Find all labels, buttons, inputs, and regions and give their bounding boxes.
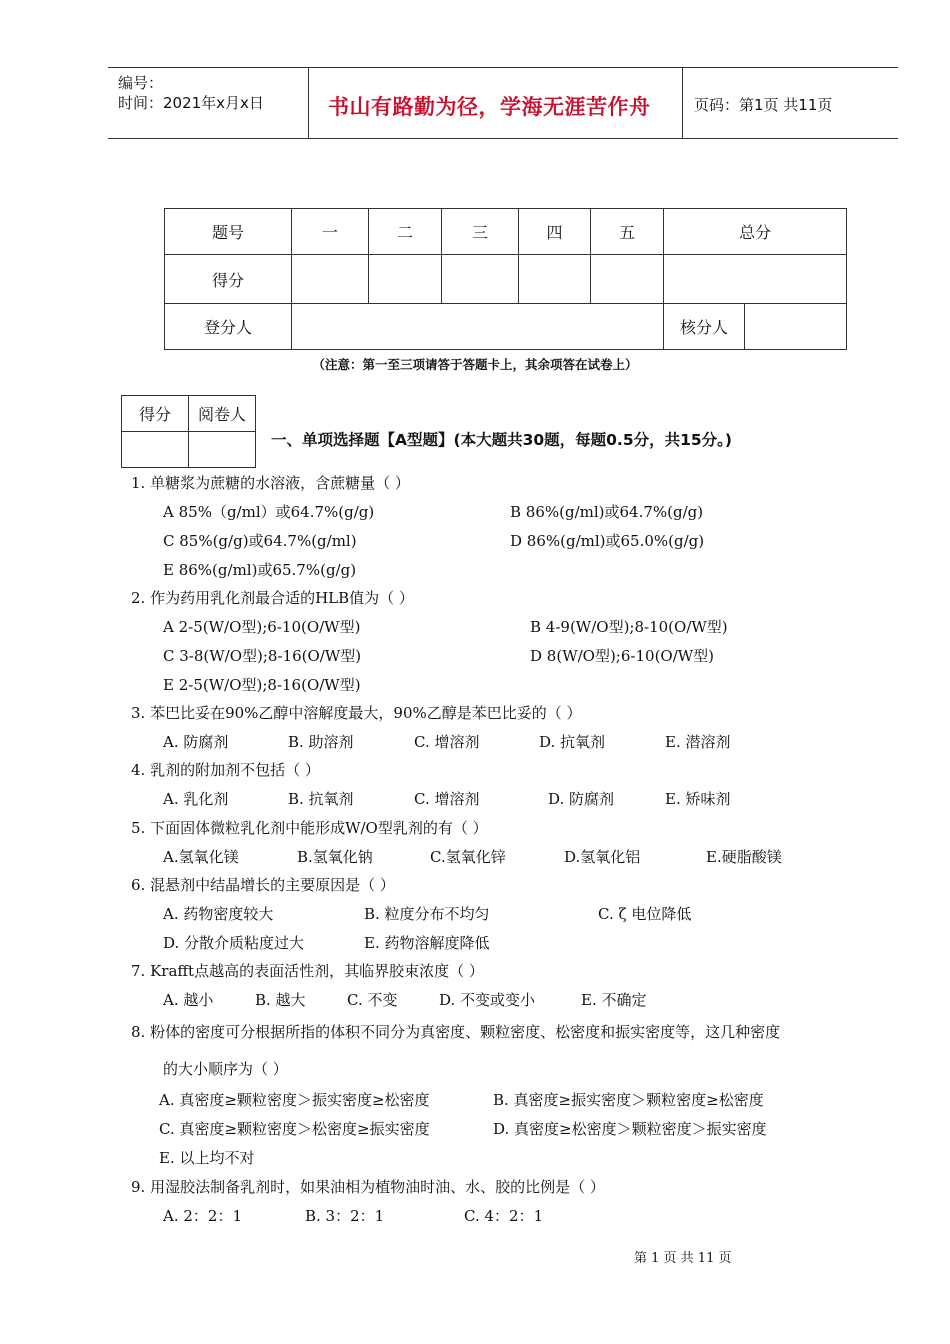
question-3-option-a: A. 防腐剂 bbox=[163, 733, 229, 751]
question-7-option-c: C. 不变 bbox=[347, 991, 398, 1009]
question-5-option-b: B.氢氧化钠 bbox=[297, 848, 373, 866]
score-cell[interactable] bbox=[292, 255, 369, 304]
question-3-option-d: D. 抗氧剂 bbox=[539, 733, 606, 751]
header-motto-cell bbox=[308, 68, 683, 138]
score-header-row bbox=[165, 209, 847, 255]
question-8-option-e: E. 以上均不对 bbox=[159, 1149, 255, 1167]
question-1-option-c: C 85%(g/g)或64.7%(g/ml) bbox=[163, 532, 357, 550]
question-2-option-a: A 2-5(W/O型);6-10(O/W型) bbox=[163, 618, 361, 636]
score-cell[interactable] bbox=[519, 255, 591, 304]
col-total: 总分 bbox=[664, 209, 847, 255]
recorder-cell[interactable] bbox=[292, 304, 664, 350]
question-5-option-c: C.氢氧化锌 bbox=[430, 848, 506, 866]
question-6-stem: 6. 混悬剂中结晶增长的主要原因是（ ） bbox=[131, 876, 395, 894]
question-7-option-b: B. 越大 bbox=[255, 991, 306, 1009]
grader-score-cell[interactable] bbox=[122, 432, 189, 468]
row-head-score: 得分 bbox=[165, 255, 292, 304]
col-one: 一 bbox=[292, 209, 369, 255]
question-6-option-d: D. 分散介质粘度过大 bbox=[163, 934, 305, 952]
question-9-stem: 9. 用湿胶法制备乳剂时，如果油相为植物油时油、水、胶的比例是（ ） bbox=[131, 1178, 605, 1196]
checker-cell[interactable] bbox=[745, 304, 847, 350]
answer-note: （注意：第一至三项请答于答题卡上，其余项答在试卷上） bbox=[312, 357, 638, 372]
row-head-question-no: 题号 bbox=[165, 209, 292, 255]
question-6-option-a: A. 药物密度较大 bbox=[163, 905, 274, 923]
question-7-option-e: E. 不确定 bbox=[581, 991, 647, 1009]
col-two: 二 bbox=[369, 209, 442, 255]
question-3-option-b: B. 助溶剂 bbox=[288, 733, 354, 751]
question-5-stem: 5. 下面固体微粒乳化剂中能形成W/O型乳剂的有（ ） bbox=[131, 819, 488, 837]
col-five: 五 bbox=[591, 209, 664, 255]
question-1-option-e: E 86%(g/ml)或65.7%(g/g) bbox=[163, 561, 357, 579]
question-8-stem-cont: 的大小顺序为（ ） bbox=[163, 1060, 288, 1078]
code-label: 编号： bbox=[118, 74, 164, 92]
page-footer: 第 1 页 共 11 页 bbox=[634, 1251, 732, 1266]
question-7-stem: 7. Krafft点越高的表面活性剂，其临界胶束浓度（ ） bbox=[131, 962, 484, 980]
question-1-stem: 1. 单糖浆为蔗糖的水溶液，含蔗糖量（ ） bbox=[131, 474, 410, 492]
question-4-option-e: E. 矫味剂 bbox=[665, 790, 731, 808]
score-total-cell[interactable] bbox=[664, 255, 847, 304]
question-8-option-a: A. 真密度≥颗粒密度＞振实密度≥松密度 bbox=[159, 1091, 430, 1109]
motto: 书山有路勤为径，学海无涯苦作舟 bbox=[328, 95, 651, 119]
question-6-option-b: B. 粒度分布不均匀 bbox=[364, 905, 490, 923]
row-head-recorder: 登分人 bbox=[165, 304, 292, 350]
question-3-option-e: E. 潜溶剂 bbox=[665, 733, 731, 751]
question-4-option-c: C. 增溶剂 bbox=[414, 790, 480, 808]
question-8-option-d: D. 真密度≥松密度＞颗粒密度＞振实密度 bbox=[493, 1120, 767, 1138]
grader-table bbox=[121, 395, 256, 468]
question-9-option-a: A. 2：2：1 bbox=[163, 1207, 242, 1225]
question-7-option-d: D. 不变或变小 bbox=[439, 991, 536, 1009]
question-6-option-e: E. 药物溶解度降低 bbox=[364, 934, 490, 952]
col-four: 四 bbox=[519, 209, 591, 255]
question-8-option-c: C. 真密度≥颗粒密度＞松密度≥振实密度 bbox=[159, 1120, 430, 1138]
question-5-option-a: A.氢氧化镁 bbox=[163, 848, 239, 866]
question-9-option-b: B. 3：2：1 bbox=[305, 1207, 385, 1225]
question-2-option-c: C 3-8(W/O型);8-16(O/W型) bbox=[163, 647, 362, 665]
question-4-option-d: D. 防腐剂 bbox=[548, 790, 615, 808]
question-2-option-d: D 8(W/O型);6-10(O/W型) bbox=[530, 647, 715, 665]
question-5-option-d: D.氢氧化铝 bbox=[564, 848, 641, 866]
question-8-option-b: B. 真密度≥振实密度＞颗粒密度≥松密度 bbox=[493, 1091, 764, 1109]
section-title: 一、单项选择题【A型题】(本大题共30题，每题0.5分，共15分。) bbox=[271, 431, 733, 449]
score-cell[interactable] bbox=[442, 255, 519, 304]
question-1-option-b: B 86%(g/ml)或64.7%(g/g) bbox=[510, 503, 704, 521]
question-1-option-d: D 86%(g/ml)或65.0%(g/g) bbox=[510, 532, 705, 550]
score-table bbox=[164, 208, 847, 350]
question-3-option-c: C. 增溶剂 bbox=[414, 733, 480, 751]
score-cell[interactable] bbox=[591, 255, 664, 304]
question-2-stem: 2. 作为药用乳化剂最合适的HLB值为（ ） bbox=[131, 589, 414, 607]
question-4-option-b: B. 抗氧剂 bbox=[288, 790, 354, 808]
question-2-option-e: E 2-5(W/O型);8-16(O/W型) bbox=[163, 676, 361, 694]
header-page-cell bbox=[684, 68, 898, 138]
recorder-row bbox=[165, 304, 847, 350]
header-meta-cell bbox=[108, 68, 309, 138]
question-4-stem: 4. 乳剂的附加剂不包括（ ） bbox=[131, 761, 320, 779]
question-2-option-b: B 4-9(W/O型);8-10(O/W型) bbox=[530, 618, 728, 636]
question-8-stem: 8. 粉体的密度可分根据所指的体积不同分为真密度、颗粒密度、松密度和振实密度等，这几种密度 bbox=[131, 1023, 781, 1041]
question-3-stem: 3. 苯巴比妥在90%乙醇中溶解度最大，90%乙醇是苯巴比妥的（ ） bbox=[131, 704, 582, 722]
grader-reviewer-cell[interactable] bbox=[189, 432, 256, 468]
question-5-option-e: E.硬脂酸镁 bbox=[706, 848, 782, 866]
score-row bbox=[165, 255, 847, 304]
question-9-option-c: C. 4：2：1 bbox=[464, 1207, 544, 1225]
question-7-option-a: A. 越小 bbox=[163, 991, 214, 1009]
page-label: 页码：第1页 共11页 bbox=[694, 96, 833, 114]
grader-reviewer-label: 阅卷人 bbox=[189, 396, 256, 432]
grader-score-label: 得分 bbox=[122, 396, 189, 432]
document-header bbox=[108, 67, 898, 139]
score-cell[interactable] bbox=[369, 255, 442, 304]
question-6-option-c: C. ζ 电位降低 bbox=[598, 905, 692, 923]
col-three: 三 bbox=[442, 209, 519, 255]
question-1-option-a: A 85%（g/ml）或64.7%(g/g) bbox=[163, 503, 375, 521]
question-4-option-a: A. 乳化剂 bbox=[163, 790, 229, 808]
time-label: 时间：2021年x月x日 bbox=[118, 94, 264, 112]
checker-label: 核分人 bbox=[664, 304, 745, 350]
